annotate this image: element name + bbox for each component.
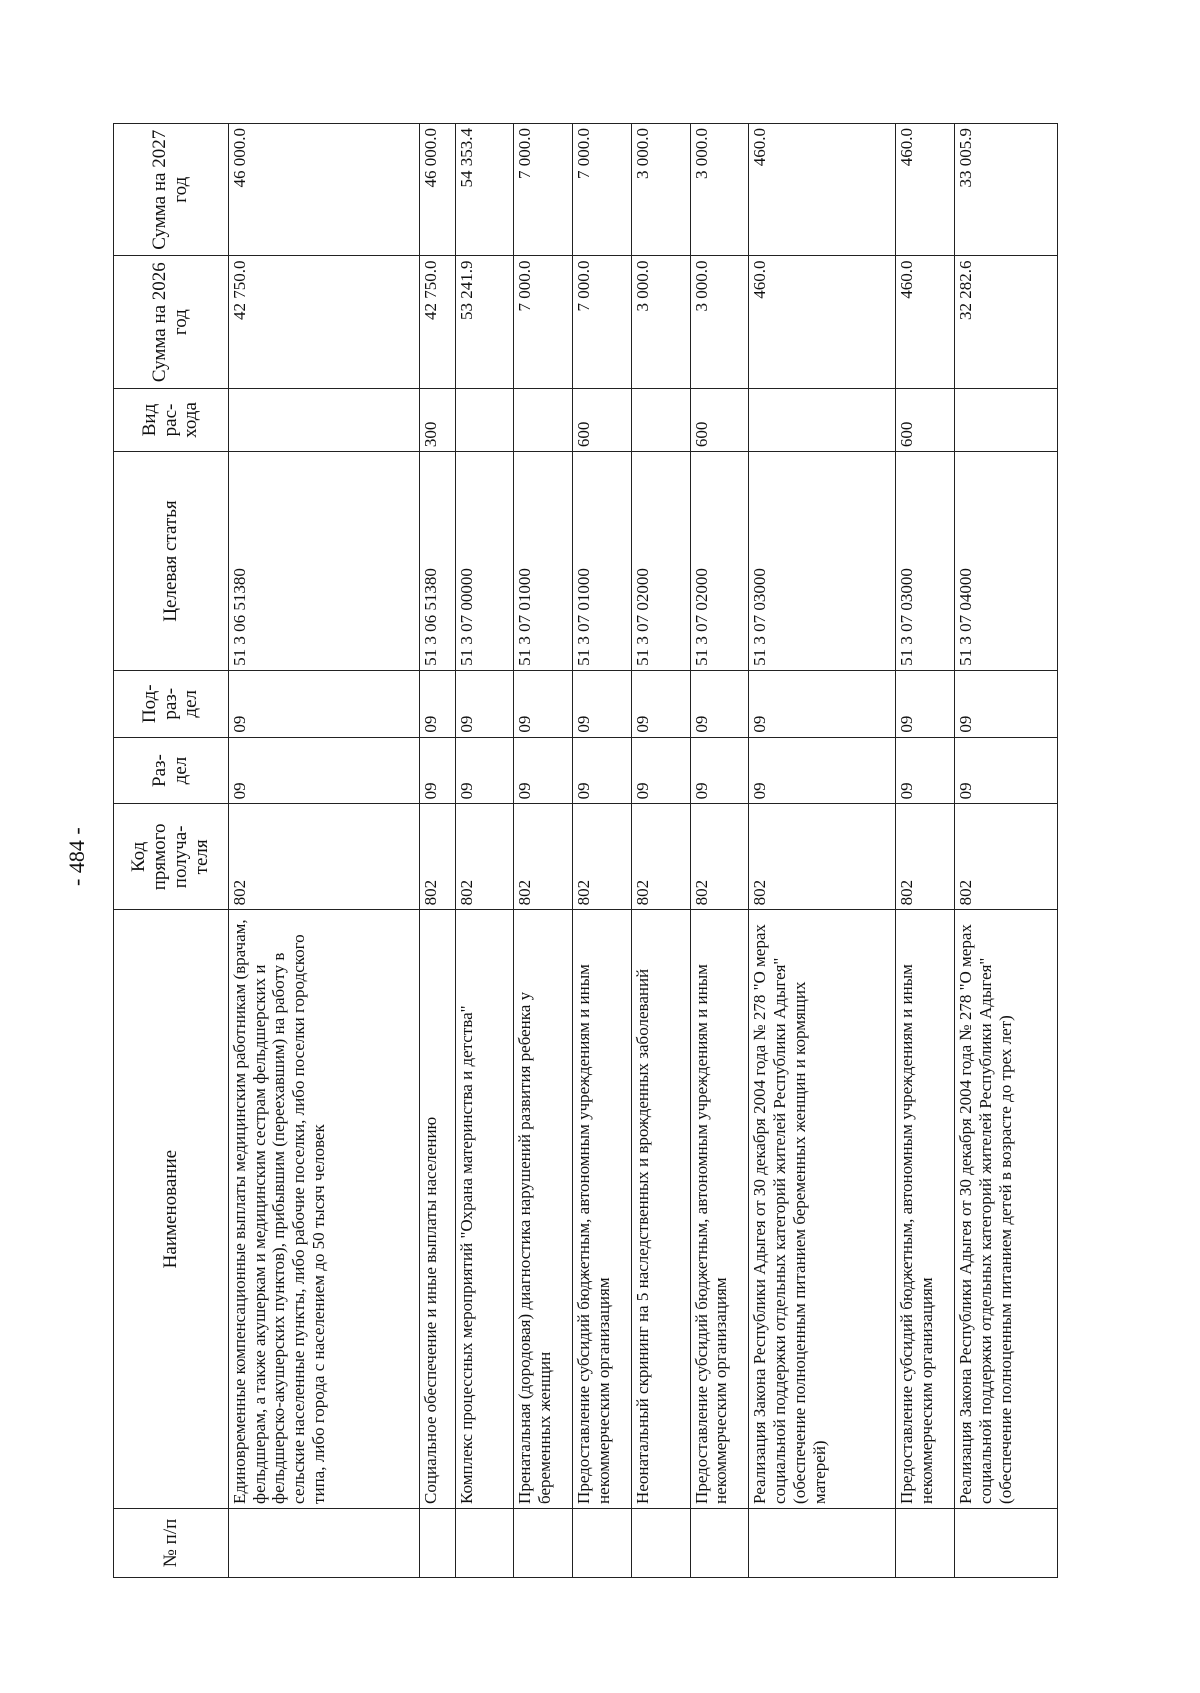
cell-sum2027: 460.0 <box>748 123 895 255</box>
cell-expense <box>513 388 572 451</box>
cell-subsection: 09 <box>572 670 631 737</box>
cell-expense <box>455 388 514 451</box>
cell-num <box>419 1508 455 1577</box>
cell-sum2026: 3 000.0 <box>631 255 690 387</box>
cell-sum2027: 3 000.0 <box>631 123 690 255</box>
cell-num <box>228 1508 419 1577</box>
cell-num <box>572 1508 631 1577</box>
cell-target: 51 3 07 01000 <box>513 451 572 670</box>
cell-section: 09 <box>513 737 572 804</box>
cell-target: 51 3 07 00000 <box>455 451 514 670</box>
cell-sum2027: 7 000.0 <box>572 123 631 255</box>
cell-recipient: 802 <box>895 803 954 909</box>
cell-subsection: 09 <box>419 670 455 737</box>
cell-subsection: 09 <box>631 670 690 737</box>
header-name: Наименование <box>113 909 228 1508</box>
cell-target: 51 3 07 03000 <box>895 451 954 670</box>
cell-sum2026: 3 000.0 <box>690 255 749 387</box>
header-num: № п/п <box>113 1508 228 1577</box>
table-row <box>748 123 895 1577</box>
cell-sum2027: 7 000.0 <box>513 123 572 255</box>
table-row <box>895 123 954 1577</box>
header-subsection: Под-раз-дел <box>113 670 228 737</box>
cell-sum2027: 46 000.0 <box>228 123 419 255</box>
cell-recipient: 802 <box>954 803 1057 909</box>
cell-name: Реализация Закона Республики Адыгея от 30 декабря 2004 года № 278 "О мерах социальной поддержки отдельных категорий жителей Республики Адыгея" (обеспечение полноценным питанием детей в возрасте до трех лет) <box>954 909 1057 1508</box>
cell-name: Комплекс процессных мероприятий "Охрана материнства и детства" <box>455 909 514 1508</box>
table-row <box>513 123 572 1577</box>
cell-num <box>954 1508 1057 1577</box>
cell-target: 51 3 07 04000 <box>954 451 1057 670</box>
cell-name: Предоставление субсидий бюджетным, автономным учреждениям и иным некоммерческим организациям <box>690 909 749 1508</box>
cell-name: Единовременные компенсационные выплаты медицинским работникам (врачам, фельдшерам, а также акушеркам и медицинским сестрам фельдшерских и фельдшерско-акушерских пунктов), прибывшим (переехавшим) на работу в сельские населенные пункты, либо рабочие поселки, либо поселки городского типа, либо города с населением до 50 тысяч человек <box>228 909 419 1508</box>
cell-section: 09 <box>455 737 514 804</box>
cell-section: 09 <box>748 737 895 804</box>
budget-table-rotated <box>113 123 1058 1578</box>
table-row <box>455 123 514 1577</box>
cell-section: 09 <box>419 737 455 804</box>
cell-target: 51 3 07 03000 <box>748 451 895 670</box>
cell-target: 51 3 07 02000 <box>631 451 690 670</box>
cell-num <box>455 1508 514 1577</box>
cell-sum2026: 460.0 <box>895 255 954 387</box>
cell-sum2026: 32 282.6 <box>954 255 1057 387</box>
cell-name: Социальное обеспечение и иные выплаты населению <box>419 909 455 1508</box>
cell-num <box>748 1508 895 1577</box>
cell-recipient: 802 <box>419 803 455 909</box>
cell-subsection: 09 <box>954 670 1057 737</box>
table-row <box>419 123 455 1577</box>
cell-target: 51 3 06 51380 <box>228 451 419 670</box>
cell-sum2027: 46 000.0 <box>419 123 455 255</box>
table-row <box>572 123 631 1577</box>
cell-expense: 600 <box>690 388 749 451</box>
cell-subsection: 09 <box>455 670 514 737</box>
cell-num <box>631 1508 690 1577</box>
header-expense: Вид рас-хода <box>113 388 228 451</box>
cell-expense: 300 <box>419 388 455 451</box>
table-header-row <box>113 123 228 1577</box>
cell-name: Предоставление субсидий бюджетным, автономным учреждениям и иным некоммерческим организациям <box>572 909 631 1508</box>
cell-subsection: 09 <box>895 670 954 737</box>
header-recipient: Код прямого получа-теля <box>113 803 228 909</box>
cell-sum2027: 54 353.4 <box>455 123 514 255</box>
table-row <box>228 123 419 1577</box>
cell-sum2026: 53 241.9 <box>455 255 514 387</box>
cell-name: Предоставление субсидий бюджетным, автономным учреждениям и иным некоммерческим организациям <box>895 909 954 1508</box>
cell-recipient: 802 <box>572 803 631 909</box>
cell-expense: 600 <box>895 388 954 451</box>
budget-table <box>113 123 1058 1578</box>
cell-num <box>690 1508 749 1577</box>
table-row <box>954 123 1057 1577</box>
cell-recipient: 802 <box>455 803 514 909</box>
cell-sum2026: 42 750.0 <box>228 255 419 387</box>
cell-expense <box>631 388 690 451</box>
table-row <box>690 123 749 1577</box>
cell-sum2027: 33 005.9 <box>954 123 1057 255</box>
page-number: - 484 - <box>64 827 89 886</box>
header-target: Целевая статья <box>113 451 228 670</box>
cell-recipient: 802 <box>513 803 572 909</box>
cell-expense <box>954 388 1057 451</box>
cell-recipient: 802 <box>748 803 895 909</box>
cell-expense: 600 <box>572 388 631 451</box>
cell-section: 09 <box>631 737 690 804</box>
header-sum2027: Сумма на 2027 год <box>113 123 228 255</box>
cell-section: 09 <box>690 737 749 804</box>
cell-subsection: 09 <box>228 670 419 737</box>
cell-expense <box>228 388 419 451</box>
cell-name: Пренатальная (дородовая) диагностика нарушений развития ребенка у беременных женщин <box>513 909 572 1508</box>
cell-sum2026: 7 000.0 <box>572 255 631 387</box>
cell-sum2026: 460.0 <box>748 255 895 387</box>
cell-section: 09 <box>572 737 631 804</box>
cell-expense <box>748 388 895 451</box>
cell-name: Неонатальный скрининг на 5 наследственных и врожденных заболеваний <box>631 909 690 1508</box>
cell-subsection: 09 <box>690 670 749 737</box>
header-section: Раз-дел <box>113 737 228 804</box>
cell-target: 51 3 07 02000 <box>690 451 749 670</box>
cell-sum2027: 460.0 <box>895 123 954 255</box>
cell-target: 51 3 06 51380 <box>419 451 455 670</box>
cell-name: Реализация Закона Республики Адыгея от 30 декабря 2004 года № 278 "О мерах социальной поддержки отдельных категорий жителей Республики Адыгея" (обеспечение полноценным питанием беременных женщин и кормящих матерей) <box>748 909 895 1508</box>
cell-num <box>513 1508 572 1577</box>
cell-recipient: 802 <box>690 803 749 909</box>
cell-recipient: 802 <box>631 803 690 909</box>
cell-num <box>895 1508 954 1577</box>
table-row <box>631 123 690 1577</box>
cell-sum2026: 42 750.0 <box>419 255 455 387</box>
cell-sum2027: 3 000.0 <box>690 123 749 255</box>
cell-section: 09 <box>228 737 419 804</box>
cell-sum2026: 7 000.0 <box>513 255 572 387</box>
header-sum2026: Сумма на 2026 год <box>113 255 228 387</box>
cell-subsection: 09 <box>748 670 895 737</box>
cell-section: 09 <box>954 737 1057 804</box>
cell-section: 09 <box>895 737 954 804</box>
cell-recipient: 802 <box>228 803 419 909</box>
cell-subsection: 09 <box>513 670 572 737</box>
cell-target: 51 3 07 01000 <box>572 451 631 670</box>
